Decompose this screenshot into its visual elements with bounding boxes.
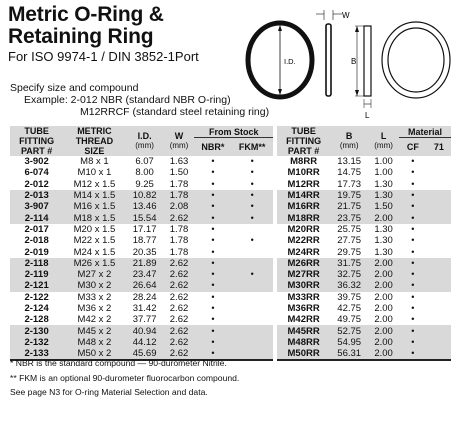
id-cell: 13.46	[126, 201, 164, 212]
table-row	[10, 190, 451, 201]
nbr-cell: •	[194, 348, 231, 360]
ring-part-cell: M14RR	[277, 190, 330, 201]
w-cell: 1.78	[169, 235, 189, 247]
fkm-cell	[231, 314, 273, 325]
fkm-cell: •	[231, 201, 273, 212]
col-nbr: NBR*	[194, 138, 231, 156]
col-fkm: FKM**	[231, 138, 273, 156]
id-cell: 28.24	[132, 291, 157, 303]
b-cell: 27.75	[337, 235, 362, 247]
b-cell: 23.75	[330, 212, 368, 223]
col-71: 71	[427, 138, 451, 156]
m71-cell	[427, 314, 451, 325]
thread-cell: M14 x 1.5	[63, 190, 125, 201]
id-cell: 21.89	[126, 258, 164, 269]
id-cell: 40.94	[126, 325, 164, 336]
table-row	[10, 314, 451, 325]
l-cell: 2.00	[368, 269, 399, 280]
table-row	[10, 224, 451, 235]
title-line-1: Metric O-Ring &	[8, 3, 164, 26]
m71-cell	[427, 156, 451, 167]
l-cell: 2.00	[368, 337, 399, 348]
table-row	[10, 212, 451, 223]
m71-cell	[427, 337, 451, 348]
id-cell: 45.69	[126, 348, 164, 360]
oring-size-table	[10, 126, 451, 361]
nbr-cell: •	[211, 291, 215, 302]
fkm-cell: •	[250, 235, 254, 246]
w-cell: 1.78	[169, 178, 189, 190]
col-b: B (mm)	[330, 126, 368, 156]
oring-side-view-icon	[316, 10, 350, 96]
l-cell: 2.00	[374, 291, 393, 303]
b-cell: 21.75	[330, 201, 368, 212]
ring-part-cell: M22RR	[287, 235, 320, 247]
id-cell: 10.82	[126, 190, 164, 201]
id-cell: 26.64	[126, 280, 164, 291]
id-cell: 37.77	[132, 314, 157, 326]
nbr-cell: •	[211, 167, 215, 178]
w-cell: 2.62	[164, 212, 195, 223]
thread-cell: M16 x 1.5	[63, 201, 125, 212]
thread-cell: M48 x 2	[63, 337, 125, 348]
part-cell: 2-128	[24, 314, 49, 326]
ring-part-cell: M18RR	[277, 212, 330, 223]
nbr-cell: •	[211, 235, 215, 246]
fkm-cell: •	[231, 212, 273, 223]
ring-part-cell: M36RR	[287, 303, 320, 314]
cf-cell: •	[399, 190, 427, 201]
id-cell: 31.42	[132, 303, 157, 314]
l-cell: 1.00	[374, 167, 393, 179]
nbr-cell: •	[211, 178, 215, 189]
ring-part-cell: M50RR	[277, 348, 330, 360]
table-row	[10, 156, 451, 167]
nbr-cell: •	[194, 269, 231, 280]
title-line-2: Retaining Ring	[8, 25, 154, 48]
id-cell: 15.54	[126, 212, 164, 223]
fkm-cell	[231, 224, 273, 235]
cf-cell: •	[399, 280, 427, 291]
cf-cell: •	[399, 258, 427, 269]
fkm-cell: •	[250, 167, 254, 178]
retaining-ring-front-view-icon	[382, 22, 450, 98]
w-cell: 2.62	[164, 337, 195, 348]
w-cell: 2.08	[164, 201, 195, 212]
thread-cell: M12 x 1.5	[73, 178, 116, 190]
id-cell: 23.47	[126, 269, 164, 280]
ring-part-cell: M10RR	[287, 167, 320, 179]
part-cell: 2-121	[10, 280, 63, 291]
example-line-1: Example: 2-012 NBR (standard NBR O-ring)	[24, 94, 231, 106]
ordering-instructions	[10, 82, 269, 118]
thread-cell: M45 x 2	[63, 325, 125, 336]
b-cell: 25.75	[337, 223, 362, 235]
cf-cell: •	[411, 223, 415, 234]
table-row	[10, 258, 451, 269]
b-cell: 31.75	[330, 258, 368, 269]
part-cell: 2-017	[24, 223, 49, 235]
m71-cell	[427, 280, 451, 291]
retaining-ring-side-view-icon	[351, 26, 371, 120]
thread-cell: M50 x 2	[63, 348, 125, 360]
table-row	[10, 235, 451, 246]
b-cell: 42.75	[337, 303, 362, 314]
col-id: I.D. (mm)	[126, 126, 164, 156]
fkm-cell	[231, 337, 273, 348]
cf-cell: •	[399, 269, 427, 280]
part-cell: 2-124	[24, 303, 49, 314]
ring-part-cell: M26RR	[277, 258, 330, 269]
col-metric-thread-size: METRIC THREAD SIZE	[63, 126, 125, 156]
part-cell: 2-019	[24, 246, 49, 258]
cf-cell: •	[411, 303, 415, 313]
l-cell: 2.00	[368, 325, 399, 336]
w-cell: 2.62	[164, 280, 195, 291]
thread-cell: M27 x 2	[63, 269, 125, 280]
example-line-2: M12RRCF (standard steel retaining ring)	[80, 106, 270, 118]
col-from-stock: From Stock	[194, 126, 273, 138]
l-cell: 2.00	[374, 303, 393, 314]
nbr-cell: •	[194, 258, 231, 269]
m71-cell	[427, 258, 451, 269]
footnote-see-page: See page N3 for O-ring Material Selection and data.	[10, 387, 208, 398]
ring-part-cell: M27RR	[277, 269, 330, 280]
b-cell: 54.95	[330, 337, 368, 348]
specify-text: Specify size and compound	[10, 82, 139, 94]
l-cell: 2.00	[368, 258, 399, 269]
cf-cell: •	[411, 167, 415, 178]
fkm-cell: •	[231, 269, 273, 280]
ring-part-cell: M12RR	[287, 178, 320, 190]
part-cell: 2-012	[24, 178, 49, 190]
id-cell: 20.35	[132, 246, 157, 258]
w-cell: 1.50	[169, 167, 189, 179]
m71-cell	[427, 201, 451, 212]
ring-part-cell: M48RR	[277, 337, 330, 348]
ring-part-cell: M45RR	[277, 325, 330, 336]
thread-cell: M8 x 1	[80, 156, 109, 168]
thread-cell: M24 x 1.5	[73, 246, 116, 258]
m71-cell	[427, 224, 451, 235]
ring-part-cell: M16RR	[277, 201, 330, 212]
l-label: L	[365, 111, 370, 120]
col-ring-part: TUBE FITTING PART #	[277, 126, 330, 156]
thread-cell: M18 x 1.5	[63, 212, 125, 223]
oring-front-view-icon	[248, 23, 312, 97]
w-cell: 2.62	[169, 303, 189, 314]
l-cell: 2.00	[368, 280, 399, 291]
b-label: B	[351, 57, 357, 66]
part-cell: 2-018	[24, 235, 49, 247]
m71-cell	[427, 348, 451, 360]
w-cell: 2.62	[169, 314, 189, 326]
thread-cell: M33 x 2	[77, 291, 112, 303]
ring-part-cell: M42RR	[287, 314, 320, 326]
m71-cell	[427, 269, 451, 280]
subtitle: For ISO 9974-1 / DIN 3852-1Port	[8, 49, 199, 64]
col-material: Material	[399, 126, 451, 138]
id-cell: 44.12	[126, 337, 164, 348]
m71-cell	[427, 292, 451, 303]
part-cell: 2-122	[24, 291, 49, 303]
w-cell: 2.62	[164, 269, 195, 280]
b-cell: 49.75	[337, 314, 362, 326]
id-cell: 6.07	[135, 156, 154, 168]
ring-part-cell: M20RR	[287, 223, 320, 235]
cf-cell: •	[411, 156, 415, 167]
thread-cell: M36 x 2	[77, 303, 112, 314]
thread-cell: M22 x 1.5	[73, 235, 116, 247]
cf-cell: •	[399, 337, 427, 348]
ring-part-cell: M24RR	[287, 246, 320, 258]
nbr-cell: •	[211, 303, 215, 313]
nbr-cell: •	[194, 337, 231, 348]
l-cell: 2.00	[374, 314, 393, 326]
table-row	[10, 201, 451, 212]
l-cell: 1.30	[374, 246, 393, 258]
thread-cell: M20 x 1.5	[73, 223, 116, 235]
nbr-cell: •	[211, 246, 215, 257]
page-title	[8, 4, 164, 48]
l-cell: 1.30	[374, 223, 393, 235]
part-cell: 2-013	[10, 190, 63, 201]
id-cell: 18.77	[132, 235, 157, 247]
nbr-cell: •	[194, 280, 231, 291]
part-cell: 6-074	[24, 167, 49, 179]
nbr-cell: •	[194, 325, 231, 336]
ring-part-cell: M8RR	[290, 156, 318, 168]
m71-cell	[427, 303, 451, 314]
cf-cell: •	[411, 291, 415, 302]
part-cell: 2-132	[10, 337, 63, 348]
thread-cell: M42 x 2	[77, 314, 112, 326]
cf-cell: •	[411, 314, 415, 325]
fkm-cell: •	[250, 156, 254, 167]
fkm-cell	[231, 292, 273, 303]
l-cell: 1.30	[368, 190, 399, 201]
w-cell: 1.78	[169, 223, 189, 235]
b-cell: 32.75	[330, 269, 368, 280]
part-cell: 2-114	[10, 212, 63, 223]
b-cell: 52.75	[330, 325, 368, 336]
fkm-cell	[231, 303, 273, 314]
m71-cell	[427, 212, 451, 223]
nbr-cell: •	[194, 201, 231, 212]
m71-cell	[427, 235, 451, 246]
b-cell: 19.75	[330, 190, 368, 201]
b-cell: 56.31	[330, 348, 368, 360]
part-cell: 2-118	[10, 258, 63, 269]
l-cell: 2.00	[368, 348, 399, 360]
id-label: I.D.	[284, 57, 296, 66]
l-cell: 1.00	[374, 156, 393, 168]
b-cell: 14.75	[337, 167, 362, 179]
l-cell: 1.30	[374, 178, 393, 190]
part-cell: 3-902	[24, 156, 49, 168]
b-cell: 36.32	[330, 280, 368, 291]
ring-part-cell: M30RR	[277, 280, 330, 291]
table-row	[10, 325, 451, 336]
table-row	[10, 269, 451, 280]
part-cell: 3-907	[10, 201, 63, 212]
footnote-fkm: ** FKM is an optional 90-durometer fluorocarbon compound.	[10, 372, 240, 383]
w-cell: 1.63	[169, 156, 189, 168]
l-cell: 1.50	[368, 201, 399, 212]
nbr-cell: •	[211, 314, 215, 325]
nbr-cell: •	[194, 190, 231, 201]
b-cell: 39.75	[337, 291, 362, 303]
nbr-cell: •	[211, 223, 215, 234]
table-body	[10, 156, 451, 360]
fkm-cell	[231, 280, 273, 291]
part-cell: 2-119	[10, 269, 63, 280]
part-cell: 2-133	[10, 348, 63, 360]
w-cell: 2.62	[164, 325, 195, 336]
fkm-cell: •	[250, 178, 254, 189]
table-row	[10, 179, 451, 190]
fkm-cell	[231, 258, 273, 269]
fkm-cell: •	[231, 190, 273, 201]
footnotes	[10, 356, 239, 400]
thread-cell: M10 x 1	[77, 167, 112, 179]
thread-cell: M26 x 1.5	[63, 258, 125, 269]
cf-cell: •	[399, 325, 427, 336]
id-cell: 9.25	[135, 178, 154, 190]
cf-cell: •	[399, 348, 427, 360]
fkm-cell	[231, 325, 273, 336]
w-cell: 2.62	[164, 258, 195, 269]
col-l: L (mm)	[368, 126, 399, 156]
nbr-cell: •	[211, 156, 215, 167]
table-row	[10, 280, 451, 291]
m71-cell	[427, 190, 451, 201]
footnote-nbr: * NBR is the standard compound — 90-durometer Nitrile.	[10, 358, 227, 368]
fkm-cell	[231, 246, 273, 257]
table-row	[10, 246, 451, 257]
col-cf: CF	[399, 138, 427, 156]
cf-cell: •	[411, 246, 415, 257]
oring-retaining-ring-diagram	[238, 2, 472, 120]
b-cell: 17.73	[337, 178, 362, 190]
l-cell: 2.00	[368, 212, 399, 223]
nbr-cell: •	[194, 212, 231, 223]
b-cell: 13.15	[337, 156, 362, 168]
id-cell: 8.00	[135, 167, 154, 179]
table-row	[10, 167, 451, 178]
thread-cell: M30 x 2	[63, 280, 125, 291]
id-cell: 17.17	[132, 223, 157, 235]
m71-cell	[427, 167, 451, 178]
cf-cell: •	[399, 212, 427, 223]
l-cell: 1.30	[374, 235, 393, 247]
m71-cell	[427, 179, 451, 190]
cf-cell: •	[411, 235, 415, 246]
col-w: W (mm)	[164, 126, 195, 156]
w-cell: 2.62	[169, 291, 189, 303]
table-row	[10, 337, 451, 348]
m71-cell	[427, 246, 451, 257]
w-cell: 2.62	[164, 348, 195, 360]
table-row	[10, 303, 451, 314]
part-cell: 2-130	[10, 325, 63, 336]
w-cell: 1.78	[164, 190, 195, 201]
w-label: W	[342, 11, 350, 20]
table-row	[10, 292, 451, 303]
cf-cell: •	[411, 178, 415, 189]
col-tube-fitting-part: TUBE FITTING PART #	[10, 126, 63, 156]
cf-cell: •	[399, 201, 427, 212]
w-cell: 1.78	[169, 246, 189, 258]
m71-cell	[427, 325, 451, 336]
b-cell: 29.75	[337, 246, 362, 258]
ring-part-cell: M33RR	[287, 291, 320, 303]
